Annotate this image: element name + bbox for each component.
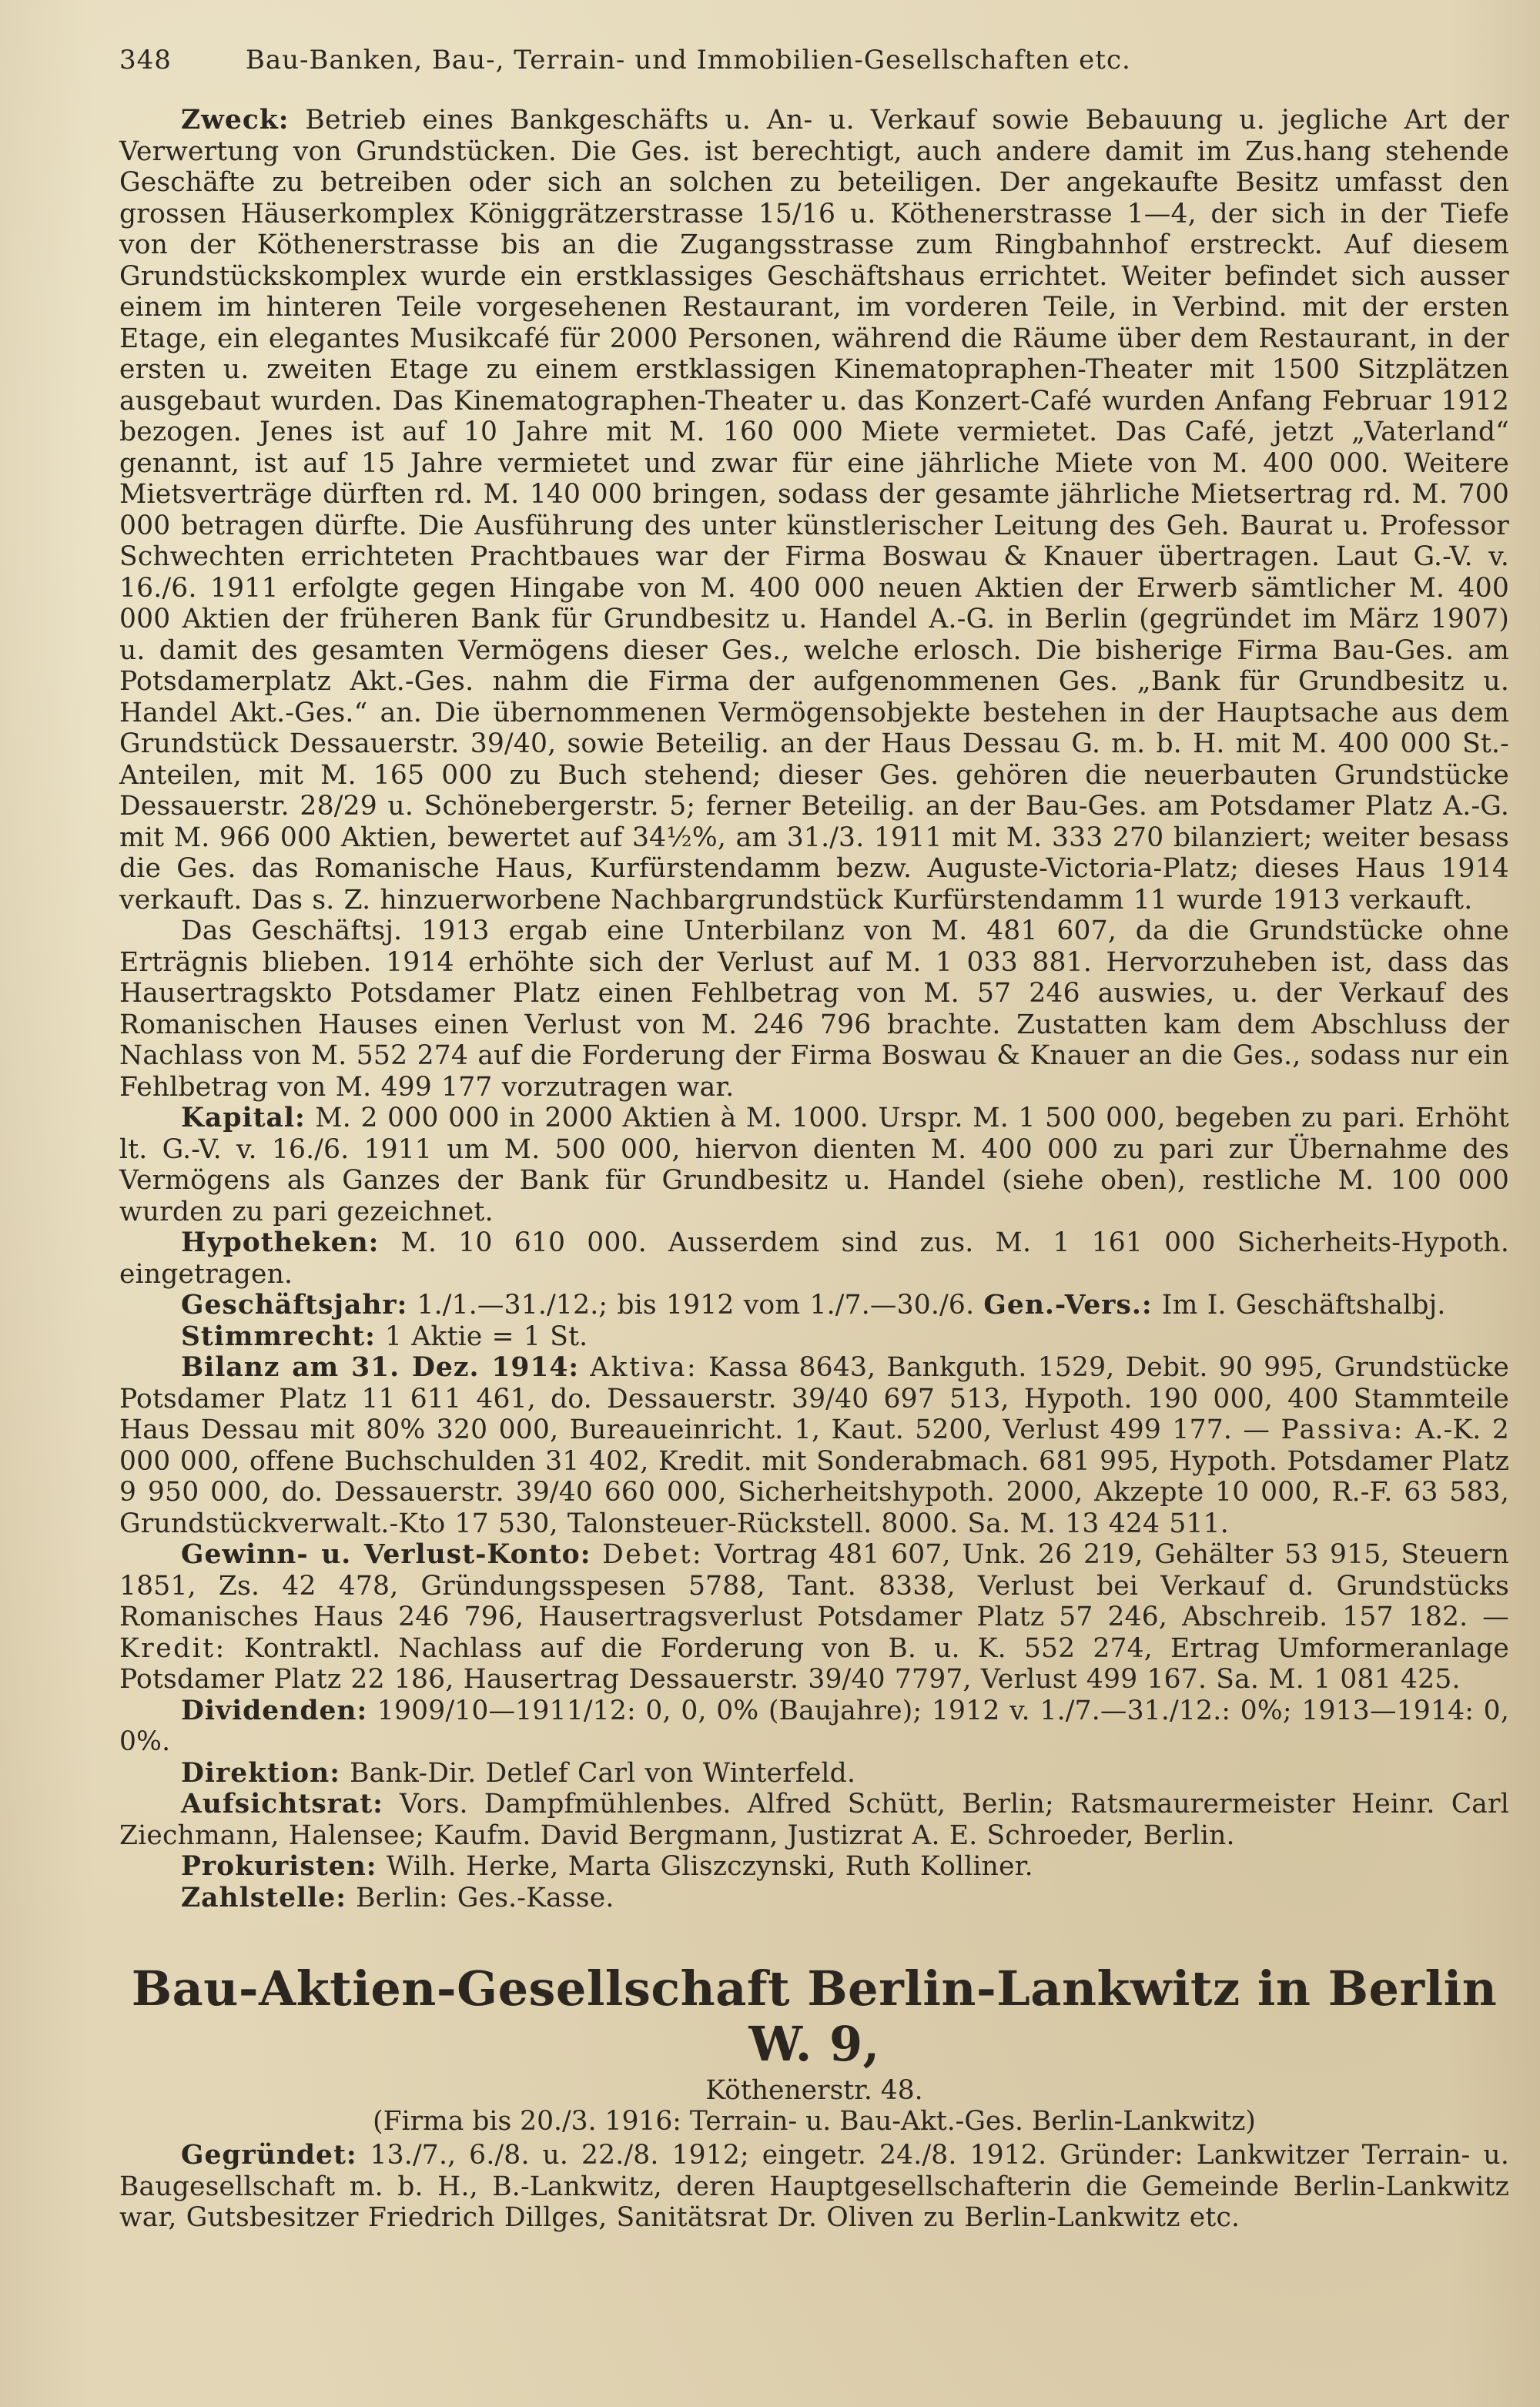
text-debet: Vortrag 481 607, Unk. 26 219, Gehälter 53 915, Steuern 1851, Zs. 42 478, Gründungsspesen 5788, Tant. 8338, Verlust bei Verkauf d. Grundstücks Romanisches Haus 246 796, Hausertragsverlust Potsdamer Platz 57 246, Abschreib. 157 182. — <box>119 1539 1509 1632</box>
section-aufsichtsrat <box>119 1789 1509 1851</box>
text-aufsichtsrat: Vors. Dampfmühlenbes. Alfred Schütt, Berlin; Ratsmaurermeister Heinr. Carl Ziechmann, Halensee; Kaufm. David Bergmann, Justizrat A. E. Schroeder, Berlin. <box>119 1789 1509 1851</box>
label-gen-vers: Gen.-Vers.: <box>983 1290 1153 1321</box>
label-gewinn-verlust: Gewinn- u. Verlust-Konto: <box>181 1539 591 1570</box>
section-direktion <box>119 1758 1509 1789</box>
label-direktion: Direktion: <box>181 1757 340 1789</box>
label-bilanz: Bilanz am 31. Dez. 1914: <box>181 1352 580 1383</box>
label-zahlstelle: Zahlstelle: <box>181 1882 346 1913</box>
document-page <box>119 45 1509 2234</box>
section-geschaeftsjahr <box>119 1290 1509 1321</box>
section-zweck <box>119 105 1509 916</box>
text-direktion: Bank-Dir. Detlef Carl von Winterfeld. <box>340 1757 856 1789</box>
section-dividenden <box>119 1696 1509 1758</box>
label-prokuristen: Prokuristen: <box>181 1851 377 1882</box>
label-stimmrecht: Stimmrecht: <box>181 1321 376 1352</box>
label-geschaeftsjahr: Geschäftsjahr: <box>181 1290 408 1321</box>
section-gewinn-verlust <box>119 1539 1509 1696</box>
label-dividenden: Dividenden: <box>181 1695 368 1726</box>
text-aktiva: Kassa 8643, Bankguth. 1529, Debit. 90 995, Grundstücke Potsdamer Platz 11 611 461, do. Dessauerstr. 39/40 697 513, Hypoth. 190 000, 400 Stammteile Haus Dessau mit 80% 320 000, Bureaueinricht. 1, Kaut. 5200, Verlust 499 177. — <box>119 1352 1509 1445</box>
company-entry-lankwitz <box>119 2140 1509 2234</box>
text-geschaeftsjahr: 1./1.—31./12.; bis 1912 vom 1./7.—30./6. <box>407 1290 984 1321</box>
section-stimmrecht <box>119 1321 1509 1353</box>
text-passiva: A.-K. 2 000 000, offene Buchschulden 31 402, Kredit. mit Sonderabmach. 681 995, Hypoth. Potsdamer Platz 9 950 000, do. Dessauerstr. 39/40 660 000, Sicherheitshypoth. 2000, Akzepte 10 000, R.-F. 63 583, Grundstückverwalt.-Kto 17 530, Talonsteuer-Rückstell. 8000. Sa. M. 13 424 511. <box>119 1414 1509 1539</box>
text-kredit: Kontraktl. Nachlass auf die Forderung von B. u. K. 552 274, Ertrag Umformeranlage Potsdamer Platz 22 186, Hausertrag Dessauerstr. 39/40 7797, Verlust 499 167. Sa. M. 1 081 425. <box>119 1632 1509 1695</box>
section-hypotheken <box>119 1227 1509 1290</box>
text-stimmrecht: 1 Aktie = 1 St. <box>375 1321 588 1352</box>
label-hypotheken: Hypotheken: <box>181 1227 380 1258</box>
page-header <box>119 45 1509 91</box>
text-gen-vers: Im I. Geschäftshalbj. <box>1152 1290 1446 1321</box>
text-gegruendet: 13./7., 6./8. u. 22./8. 1912; eingetr. 24./8. 1912. Gründer: Lankwitzer Terrain- u. Baugesellschaft m. b. H., B.-Lankwitz, deren Hauptgesellschafterin die Gemeinde Berlin-Lankwitz war, Gutsbesitzer Friedrich Dillges, Sanitätsrat Dr. Oliven zu Berlin-Lankwitz etc. <box>119 2140 1509 2233</box>
label-kredit: Kredit: <box>119 1632 226 1664</box>
label-aktiva: Aktiva: <box>590 1352 698 1383</box>
company-prior-name: (Firma bis 20./3. 1916: Terrain- u. Bau-Akt.-Ges. Berlin-Lankwitz) <box>373 2106 1256 2137</box>
section-prokuristen <box>119 1851 1509 1883</box>
label-zweck: Zweck: <box>181 105 290 136</box>
company-address: Köthenerstr. 48. <box>705 2075 923 2106</box>
section-bilanz <box>119 1352 1509 1539</box>
text-dividenden: 1909/10—1911/12: 0, 0, 0% (Baujahre); 1912 v. 1./7.—31./12.: 0%; 1913—1914: 0, 0%. <box>119 1695 1509 1757</box>
label-debet: Debet: <box>602 1539 704 1570</box>
section-kapital <box>119 1103 1509 1227</box>
section-zahlstelle <box>119 1883 1509 1914</box>
page-number: 348 <box>119 45 172 75</box>
label-aufsichtsrat: Aufsichtsrat: <box>181 1789 383 1819</box>
text-geschaeftsverlauf: Das Geschäftsj. 1913 ergab eine Unterbilanz von M. 481 607, da die Grundstücke ohne Erträgnis blieben. 1914 erhöhte sich der Verlust auf M. 1 033 881. Hervorzuheben ist, dass das Hausertragskto Potsdamer Platz einen Fehlbetrag von M. 57 246 auswies, u. der Verkauf des Romanischen Hauses einen Verlust von M. 246 796 brachte. Zustatten kam dem Abschluss der Nachlass von M. 552 274 auf die Forderung der Firma Boswau & Knauer an die Ges., sodass nur ein Fehlbetrag von M. 499 177 vorzutragen war. <box>119 916 1509 1103</box>
text-zahlstelle: Berlin: Ges.-Kasse. <box>346 1882 614 1913</box>
company-entry-bank-fuer-grundbesitz <box>119 105 1509 1913</box>
running-title: Bau-Banken, Bau-, Terrain- und Immobilien-Gesellschaften etc. <box>245 45 1131 75</box>
text-zweck: Betrieb eines Bankgeschäfts u. An- u. Verkauf sowie Bebauung u. jegliche Art der Verwertung von Grundstücken. Die Ges. ist berechtigt, auch andere damit im Zus.hang stehende Geschäfte zu betreiben oder sich an solchen zu beteiligen. Der angekaufte Besitz umfasst den grossen Häuserkomplex Königgrätzerstrasse 15/16 u. Köthenerstrasse 1—4, der sich in der Tiefe von der Köthenerstrasse bis an die Zugangsstrasse zum Ringbahnhof erstreckt. Auf diesem Grundstückskomplex wurde ein erstklassiges Geschäftshaus errichtet. Weiter befindet sich ausser einem im hinteren Teile vorgesehenen Restaurant, im vorderen Teile, in Verbind. mit der ersten Etage, ein elegantes Musikcafé für 2000 Personen, während die Räume über dem Restaurant, in der ersten u. zweiten Etage zu einem erstklassigen Kinematopraphen-Theater mit 1500 Sitzplätzen ausgebaut wurden. Das Kinematographen-Theater u. das Konzert-Café wurden Anfang Februar 1912 bezogen. Jenes ist auf 10 Jahre mit M. 160 000 Miete vermietet. Das Café, jetzt „Vaterland“ genannt, ist auf 15 Jahre vermietet und zwar für eine jährliche Miete von M. 400 000. Weitere Mietsverträge dürften rd. M. 140 000 bringen, sodass der gesamte jährliche Mietsertrag rd. M. 700 000 betragen dürfte. Die Ausführung des unter künstlerischer Leitung des Geh. Baurat u. Professor Schwechten errichteten Prachtbaues war der Firma Boswau & Knauer übertragen. Laut G.-V. v. 16./6. 1911 erfolgte gegen Hingabe von M. 400 000 neuen Aktien der Erwerb sämtlicher M. 400 000 Aktien der früheren Bank für Grundbesitz u. Handel A.-G. in Berlin (gegründet im März 1907) u. damit des gesamten Vermögens dieser Ges., welche erlosch. Die bisherige Firma Bau-Ges. am Potsdamerplatz Akt.-Ges. nahm die Firma der aufgenommenen Ges. „Bank für Grundbesitz u. Handel Akt.-Ges.“ an. Die übernommenen Vermögensobjekte bestehen in der Hauptsache aus dem Grundstück Dessauerstr. 39/40, sowie Beteilig. an der Haus Dessau G. m. b. H. mit M. 400 000 St.-Anteilen, mit M. 165 000 zu Buch stehend; dieser Ges. gehören die neuerbauten Grundstücke Dessauerstr. 28/29 u. Schönebergerstr. 5; ferner Beteilig. an der Bau-Ges. am Potsdamer Platz A.-G. mit M. 966 000 Aktien, bewertet auf 34½%, am 31./3. 1911 mit M. 333 270 bilanziert; weiter besass die Ges. das Romanische Haus, Kurfürstendamm bezw. Auguste-Victoria-Platz; dieses Haus 1914 verkauft. Das s. Z. hinzuerworbene Nachbargrundstück Kurfürstendamm 11 wurde 1913 verkauft. <box>119 105 1509 916</box>
company-title: Bau-Aktien-Gesellschaft Berlin-Lankwitz in Berlin W. 9, <box>131 1960 1498 2072</box>
text-hypotheken: M. 10 610 000. Ausserdem sind zus. M. 1 161 000 Sicherheits-Hypoth. eingetragen. <box>119 1227 1509 1290</box>
label-passiva: Passiva: <box>1281 1414 1404 1445</box>
label-kapital: Kapital: <box>181 1103 306 1133</box>
text-kapital: M. 2 000 000 in 2000 Aktien à M. 1000. Urspr. M. 1 500 000, begeben zu pari. Erhöht lt. G.-V. v. 16./6. 1911 um M. 500 000, hiervon dienten M. 400 000 zu pari zur Übernahme des Vermögens als Ganzes der Bank für Grundbesitz u. Handel (siehe oben), restliche M. 100 000 wurden zu pari gezeichnet. <box>119 1103 1509 1227</box>
section-geschaeftsverlauf <box>119 916 1509 1103</box>
text-prokuristen: Wilh. Herke, Marta Gliszczynski, Ruth Kolliner. <box>377 1851 1033 1882</box>
label-gegruendet: Gegründet: <box>181 2140 357 2171</box>
section-gegruendet <box>119 2140 1509 2234</box>
